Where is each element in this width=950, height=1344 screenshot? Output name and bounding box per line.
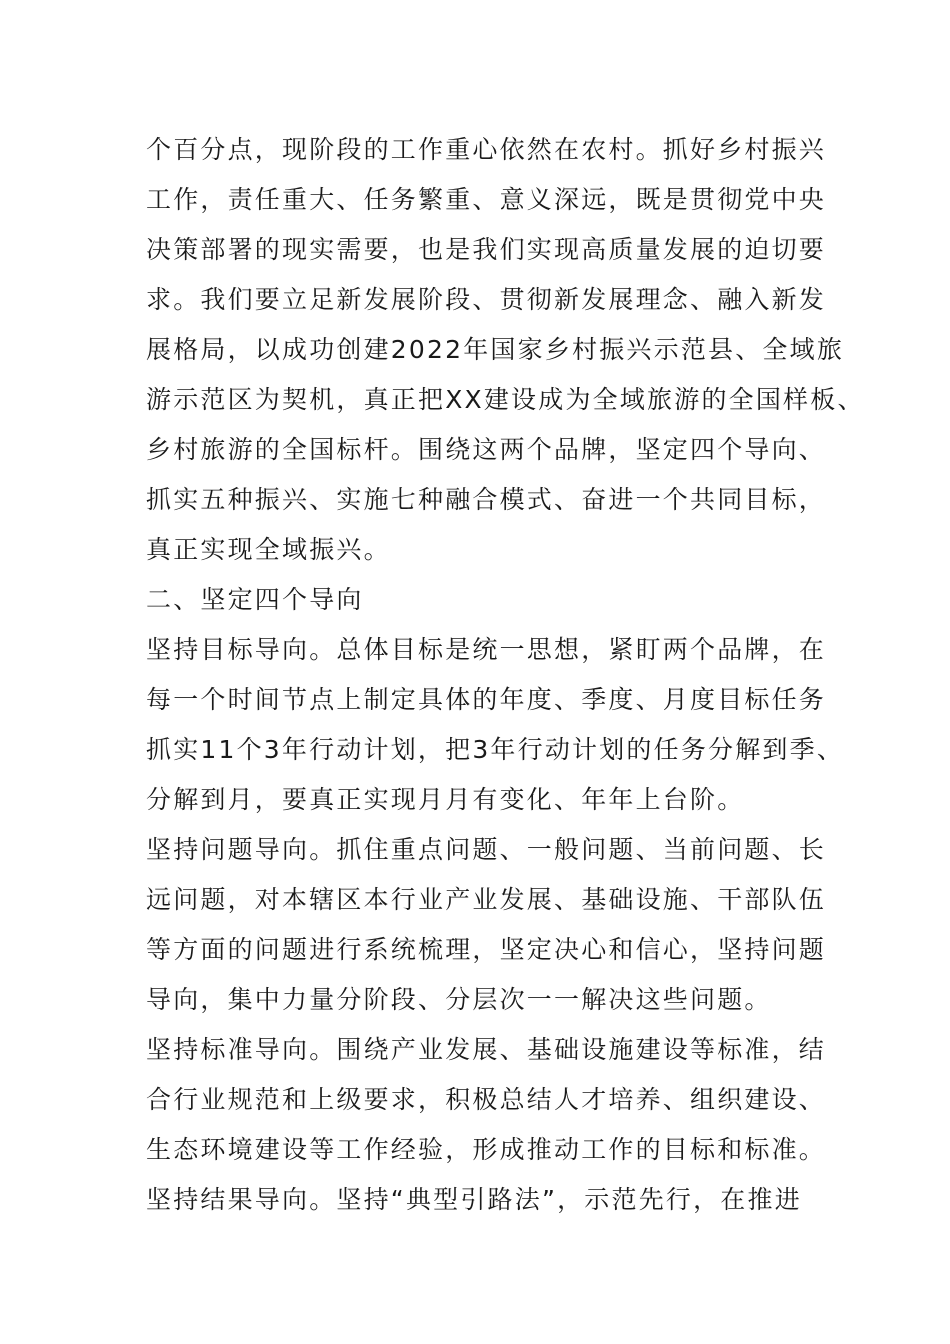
text-line: 游示范区为契机，真正把XX建设成为全域旅游的全国样板、 [146,385,865,414]
text-line: 坚持标准导向。围绕产业发展、基础设施建设等标准，结 [146,1035,827,1064]
text-line: 坚持问题导向。抓住重点问题、一般问题、当前问题、长 [146,835,827,864]
text-line: 抓实五种振兴、实施七种融合模式、奋进一个共同目标， [146,485,827,514]
text-line: 远问题，对本辖区本行业产业发展、基础设施、干部队伍 [146,885,827,914]
section-heading: 二、坚定四个导向 [146,585,364,614]
text-line: 导向，集中力量分阶段、分层次一一解决这些问题。 [146,985,772,1014]
text-line: 坚持结果导向。坚持“典型引路法”，示范先行，在推进 [146,1185,802,1214]
text-line: 个百分点，现阶段的工作重心依然在农村。抓好乡村振兴 [146,135,827,164]
text-line: 等方面的问题进行系统梳理，坚定决心和信心，坚持问题 [146,935,827,964]
text-line: 真正实现全域振兴。 [146,535,391,564]
text-line: 求。我们要立足新发展阶段、贯彻新发展理念、融入新发 [146,285,827,314]
text-line: 坚持目标导向。总体目标是统一思想，紧盯两个品牌，在 [146,635,827,664]
text-line: 合行业规范和上级要求，积极总结人才培养、组织建设、 [146,1085,827,1114]
text-line: 抓实11个3年行动计划，把3年行动计划的任务分解到季、 [146,735,845,764]
text-line: 展格局，以成功创建2022年国家乡村振兴示范县、全域旅 [146,335,845,364]
text-line: 生态环境建设等工作经验，形成推动工作的目标和标准。 [146,1135,827,1164]
text-line: 工作，责任重大、任务繁重、意义深远，既是贯彻党中央 [146,185,827,214]
text-line: 分解到月，要真正实现月月有变化、年年上台阶。 [146,785,745,814]
text-line: 每一个时间节点上制定具体的年度、季度、月度目标任务 [146,685,827,714]
text-line: 决策部署的现实需要，也是我们实现高质量发展的迫切要 [146,235,827,264]
text-line: 乡村旅游的全国标杆。围绕这两个品牌，坚定四个导向、 [146,435,827,464]
